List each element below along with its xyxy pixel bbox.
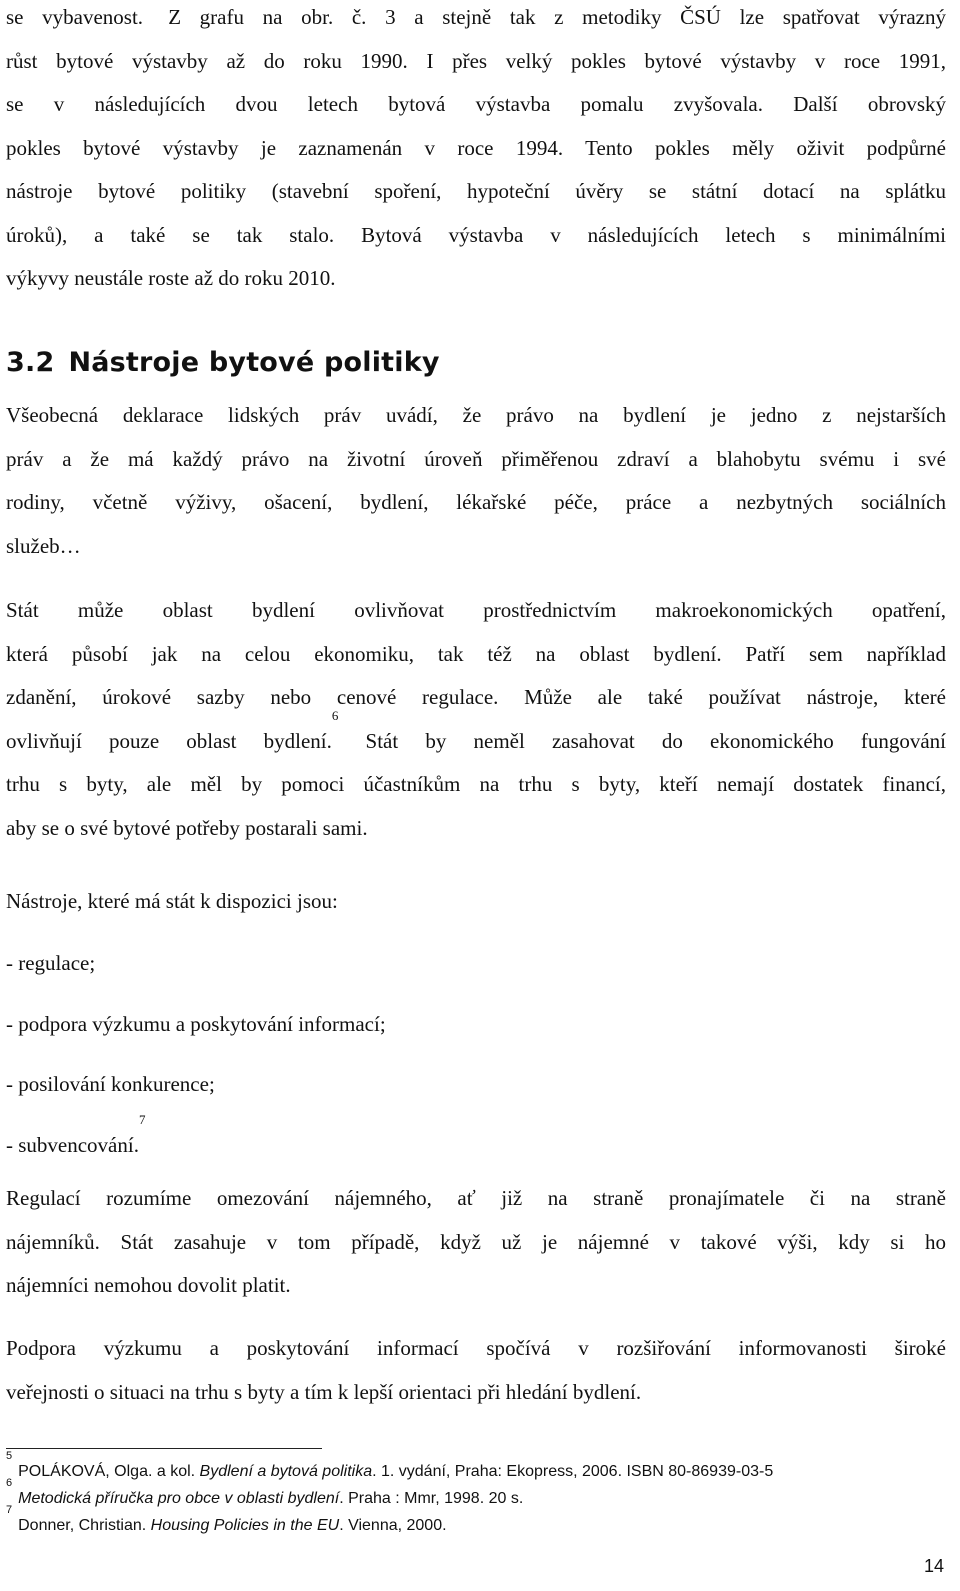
- footnote-number-7: 7: [6, 1504, 13, 1516]
- footnote-5-author: POLÁKOVÁ, Olga. a kol.: [18, 1463, 200, 1480]
- paragraph-declaration: [6, 394, 946, 568]
- intro-line-1b: Z grafu na obr. č. 3 a stejně tak z metodiky ČSÚ lze spatřovat výrazný: [149, 5, 946, 29]
- footnote-7-title: Housing Policies in the EU: [150, 1517, 340, 1534]
- p2-line-3: zdanění, úrokové sazby nebo cenové regulace. Může ale také používat nástroje, které: [6, 685, 946, 709]
- section-title: Nástroje bytové politiky: [68, 347, 440, 378]
- footnote-ref-6[interactable]: 6: [331, 707, 339, 723]
- p2-line-4b: Stát by neměl zasahovat do ekonomického fungování: [338, 728, 946, 753]
- footnote-6-details: . Praha : Mmr, 1998. 20 s.: [339, 1490, 524, 1507]
- p2-line-5: trhu s byty, ale měl by pomoci účastníkům na trhu s byty, kteří nemají dostatek financí,: [6, 772, 946, 796]
- p2-line-4a: ovlivňují pouze oblast bydlení.: [6, 728, 332, 753]
- footnote-6: [6, 1477, 946, 1512]
- tool-item-regulation: - regulace;: [6, 951, 96, 975]
- p4-line-1: Podpora výzkumu a poskytování informací spočívá v rozšiřování informovanosti široké: [6, 1336, 946, 1360]
- p2-line-2: která působí jak na celou ekonomiku, tak též na oblast bydlení. Patří sem například: [6, 641, 946, 666]
- footnote-5: [6, 1450, 946, 1485]
- footnote-number-6: 6: [6, 1477, 13, 1489]
- intro-line-1a: se vybavenost.: [6, 5, 144, 29]
- footnote-7-author: Donner, Christian.: [18, 1517, 151, 1534]
- p3-line-2: nájemníků. Stát zasahuje v tom případě, když už je nájemné v takové výši, kdy si ho: [6, 1229, 946, 1254]
- footnote-5-title: Bydlení a bytová politika: [199, 1463, 373, 1480]
- p4-line-2: veřejnosti o situaci na trhu s byty a tím k lepší orientaci při hledání bydlení.: [6, 1379, 642, 1404]
- p3-line-3: nájemníci nemohou dovolit platit.: [6, 1273, 291, 1297]
- p1-line-4: služeb…: [6, 533, 81, 558]
- footnote-7-details: . Vienna, 2000.: [339, 1517, 447, 1534]
- paragraph-research: [6, 1327, 946, 1414]
- p1-line-2: práv a že má každý právo na životní úroveň přiměřenou zdraví a blahobytu svému i své: [6, 446, 946, 471]
- footnote-5-details: . 1. vydání, Praha: Ekopress, 2006. ISBN 80-86939-03-5: [372, 1463, 774, 1480]
- footnote-6-title: Metodická příručka pro obce v oblasti bydlení: [18, 1490, 340, 1507]
- tools-intro: Nástroje, které má stát k dispozici jsou:: [6, 889, 338, 913]
- p2-line-6: aby se o své bytové potřeby postarali sami.: [6, 815, 368, 840]
- tool-item-research: - podpora výzkumu a poskytování informací;: [6, 1011, 386, 1036]
- section-heading: [6, 338, 440, 388]
- footnotes: [6, 1450, 946, 1539]
- footnote-ref-7[interactable]: 7: [138, 1111, 146, 1127]
- section-number: 3.2: [6, 347, 55, 378]
- intro-paragraph: [6, 0, 946, 301]
- intro-line-5: nástroje bytové politiky (stavební spoření, hypoteční úvěry se státní dotací na splátku: [6, 179, 946, 203]
- page-number: 14: [923, 1556, 944, 1576]
- p1-line-1: Všeobecná deklarace lidských práv uvádí, že právo na bydlení je jedno z nejstarších: [6, 403, 946, 427]
- paragraph-state-influence: [6, 589, 946, 850]
- footnote-separator: [6, 1448, 322, 1449]
- intro-line-2: růst bytové výstavby až do roku 1990. I přes velký pokles bytové výstavby v roce 1991,: [6, 48, 946, 73]
- tool-item-subsidy: - subvencování.: [6, 1132, 139, 1157]
- intro-line-6: úroků), a také se tak stalo. Bytová výstavba v následujících letech s minimálními: [6, 222, 946, 247]
- intro-line-3: se v následujících dvou letech bytová výstavba pomalu zvyšovala. Další obrovský: [6, 92, 946, 116]
- p2-line-1: Stát může oblast bydlení ovlivňovat prostřednictvím makroekonomických opatření,: [6, 598, 946, 622]
- intro-line-7: výkyvy neustále roste až do roku 2010.: [6, 266, 336, 290]
- p3-line-1: Regulací rozumíme omezování nájemného, ať již na straně pronajímatele či na straně: [6, 1186, 946, 1210]
- p1-line-3: rodiny, včetně výživy, ošacení, bydlení, lékařské péče, práce a nezbytných sociálních: [6, 490, 946, 514]
- footnote-7: [6, 1504, 946, 1539]
- intro-line-4: pokles bytové výstavby je zaznamenán v roce 1994. Tento pokles měly oživit podpůrné: [6, 135, 946, 160]
- footnote-number-5: 5: [6, 1450, 13, 1462]
- tool-item-competition: - posilování konkurence;: [6, 1072, 215, 1096]
- paragraph-regulation: [6, 1177, 946, 1308]
- tools-list: [6, 942, 386, 1167]
